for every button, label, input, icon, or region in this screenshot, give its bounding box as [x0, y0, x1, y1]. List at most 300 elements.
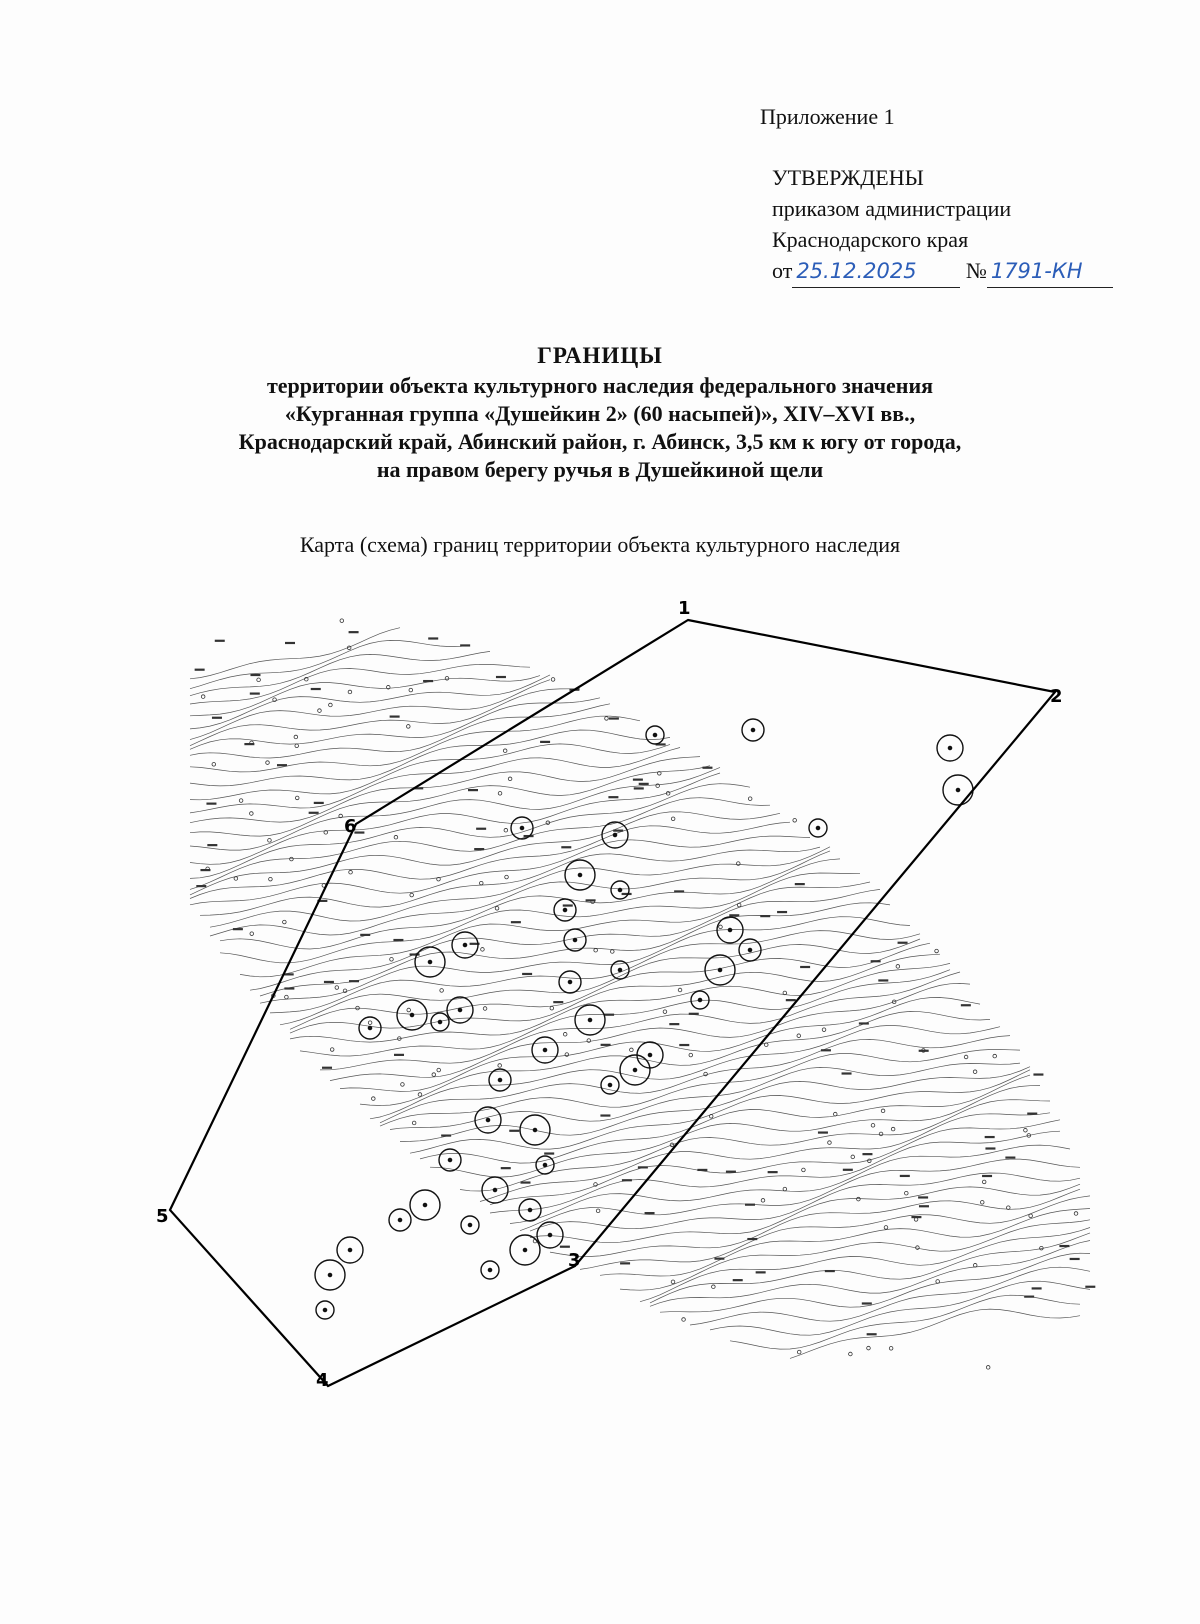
- survey-mark: [851, 1155, 855, 1159]
- survey-mark: [406, 725, 410, 729]
- mound-center: [728, 928, 731, 931]
- survey-mark: [432, 1073, 436, 1077]
- survey-mark: [244, 743, 254, 745]
- survey-mark: [867, 1346, 871, 1350]
- mound-center: [618, 968, 621, 971]
- survey-mark: [714, 1258, 724, 1260]
- survey-mark: [1059, 1245, 1069, 1247]
- survey-mark: [498, 792, 502, 796]
- mound-center: [348, 1248, 351, 1251]
- survey-mark: [712, 1285, 716, 1289]
- survey-mark: [973, 1263, 977, 1267]
- survey-mark: [330, 1048, 334, 1052]
- survey-mark: [335, 986, 339, 990]
- survey-mark: [394, 1054, 404, 1056]
- survey-mark: [250, 932, 254, 936]
- kurgan-mounds: [315, 719, 973, 1319]
- mound-center: [608, 1083, 611, 1086]
- survey-mark: [993, 1054, 997, 1058]
- survey-mark: [982, 1175, 992, 1177]
- survey-mark: [633, 779, 643, 781]
- survey-mark: [919, 1050, 929, 1052]
- survey-mark: [284, 973, 294, 975]
- mound-center: [698, 998, 701, 1001]
- approval-number: 1791-КН: [987, 256, 1113, 288]
- survey-mark: [410, 893, 414, 897]
- survey-mark: [745, 1204, 755, 1206]
- survey-mark: [349, 870, 353, 874]
- survey-mark: [207, 844, 217, 846]
- survey-mark: [904, 1191, 908, 1195]
- contour-line: [190, 676, 540, 716]
- survey-mark: [982, 1180, 986, 1184]
- survey-mark: [833, 1112, 837, 1116]
- boundary-point-1: 1: [678, 598, 691, 619]
- survey-mark: [544, 1152, 554, 1154]
- survey-mark: [509, 1130, 519, 1132]
- survey-mark: [935, 949, 939, 953]
- survey-mark: [250, 812, 254, 816]
- survey-mark: [825, 1270, 835, 1272]
- contour-line: [200, 847, 820, 915]
- survey-mark: [266, 761, 270, 765]
- contour-line: [290, 954, 940, 1033]
- survey-mark: [702, 767, 712, 769]
- survey-mark: [1024, 1296, 1034, 1298]
- survey-mark: [483, 1007, 487, 1011]
- survey-mark: [349, 980, 359, 982]
- contour-line: [640, 1228, 1090, 1302]
- contour-line: [190, 675, 550, 729]
- survey-mark: [669, 1023, 679, 1025]
- mound-center: [751, 728, 754, 731]
- terrain-contours: [190, 628, 1090, 1359]
- mound-center: [588, 1018, 591, 1021]
- survey-mark: [563, 1032, 567, 1036]
- survey-mark: [428, 637, 438, 639]
- mound-center: [548, 1233, 551, 1236]
- survey-mark: [610, 950, 614, 954]
- survey-mark: [842, 1072, 852, 1074]
- survey-mark: [368, 1021, 372, 1025]
- map-caption: Карта (схема) границ территории объекта культурного наследия: [299, 532, 901, 557]
- mound-center: [633, 1068, 636, 1071]
- mound-center: [486, 1118, 489, 1121]
- survey-mark: [283, 920, 287, 924]
- survey-mark: [849, 1352, 853, 1356]
- approval-date: 25.12.2025: [792, 256, 960, 288]
- survey-mark: [737, 903, 741, 907]
- survey-mark: [605, 717, 609, 721]
- survey-mark: [729, 914, 739, 916]
- territory-boundary: [170, 620, 1055, 1386]
- survey-mark: [511, 921, 521, 923]
- contour-line: [190, 812, 780, 895]
- survey-mark: [441, 1134, 451, 1136]
- survey-mark: [674, 890, 684, 892]
- survey-mark: [501, 1167, 511, 1169]
- survey-mark: [596, 1209, 600, 1213]
- survey-mark: [600, 1114, 610, 1116]
- survey-mark: [783, 991, 787, 995]
- survey-mark: [862, 1302, 872, 1304]
- contour-line: [650, 1241, 1090, 1307]
- boundary-point-5: 5: [156, 1206, 169, 1227]
- survey-mark: [206, 803, 216, 805]
- survey-mark: [476, 828, 486, 830]
- mound-center: [493, 1188, 496, 1191]
- survey-mark: [881, 1109, 885, 1113]
- mound-center: [468, 1223, 471, 1226]
- survey-mark: [201, 695, 205, 699]
- survey-mark: [936, 1280, 940, 1284]
- survey-mark: [401, 1083, 405, 1087]
- survey-mark: [645, 1212, 655, 1214]
- mound-center: [398, 1218, 401, 1221]
- mound-center: [653, 733, 656, 736]
- survey-mark: [709, 1114, 713, 1118]
- survey-mark: [360, 934, 370, 936]
- survey-mark: [871, 960, 881, 962]
- contour-line: [530, 1184, 1080, 1243]
- survey-mark: [309, 812, 319, 814]
- mound-center: [533, 1128, 536, 1131]
- survey-mark: [195, 669, 205, 671]
- survey-mark: [671, 1280, 675, 1284]
- survey-mark: [818, 1131, 828, 1133]
- survey-mark: [733, 1279, 743, 1281]
- mound-center: [613, 833, 616, 836]
- mound-center: [428, 960, 431, 963]
- survey-mark: [285, 642, 295, 644]
- survey-mark: [257, 678, 261, 682]
- survey-mark: [250, 692, 260, 694]
- survey-mark: [919, 1205, 929, 1207]
- mound-center: [528, 1208, 531, 1211]
- contour-line: [370, 1025, 1000, 1118]
- title-line-1: территории объекта культурного наследия федерального значения: [266, 373, 934, 398]
- survey-mark: [505, 875, 509, 879]
- survey-mark: [540, 741, 550, 743]
- survey-mark: [409, 688, 413, 692]
- survey-mark: [747, 1238, 757, 1240]
- contour-line: [650, 1233, 1090, 1303]
- survey-mark: [868, 1159, 872, 1163]
- contour-line: [490, 1120, 1060, 1205]
- boundary-point-labels: [156, 598, 1063, 1391]
- survey-mark: [884, 1226, 888, 1230]
- survey-mark: [797, 1350, 801, 1354]
- survey-mark: [474, 848, 484, 850]
- survey-mark: [613, 830, 623, 832]
- contour-line: [190, 651, 490, 695]
- survey-mark: [290, 857, 294, 861]
- contour-line: [400, 1067, 1030, 1142]
- survey-mark: [418, 1093, 422, 1097]
- boundary-point-6: 6: [344, 816, 357, 837]
- mound-center: [323, 1308, 326, 1311]
- survey-mark: [1070, 1258, 1080, 1260]
- survey-mark: [682, 1318, 686, 1322]
- contour-line: [190, 698, 600, 750]
- survey-mark: [393, 939, 403, 941]
- survey-mark: [797, 1034, 801, 1038]
- survey-mark: [460, 644, 470, 646]
- survey-mark: [891, 1127, 895, 1131]
- approval-block: [772, 162, 1113, 288]
- survey-mark: [268, 839, 272, 843]
- mound-center: [328, 1273, 331, 1276]
- survey-mark: [318, 709, 322, 713]
- mound-center: [543, 1163, 546, 1166]
- survey-mark: [764, 1043, 768, 1047]
- annex-label: Приложение 1: [760, 104, 895, 129]
- approval-line-2: приказом администрации: [772, 196, 1012, 221]
- survey-mark: [412, 1121, 416, 1125]
- survey-mark: [822, 1028, 826, 1032]
- survey-mark: [479, 881, 483, 885]
- survey-mark: [311, 688, 321, 690]
- survey-mark: [679, 1044, 689, 1046]
- survey-mark: [212, 763, 216, 767]
- survey-mark: [349, 631, 359, 633]
- contour-line: [190, 784, 750, 879]
- survey-mark: [440, 989, 444, 993]
- survey-mark: [508, 777, 512, 781]
- survey-mark: [1024, 1128, 1028, 1132]
- mound-center: [438, 1020, 441, 1023]
- contour-line: [790, 1309, 1080, 1358]
- mound-center: [748, 948, 751, 951]
- survey-mark: [793, 818, 797, 822]
- mound-center: [618, 888, 621, 891]
- survey-mark: [520, 1181, 530, 1183]
- survey-mark: [601, 1044, 611, 1046]
- mound-center: [448, 1158, 451, 1161]
- number-prefix: №: [965, 258, 987, 283]
- survey-mark: [608, 796, 618, 798]
- survey-mark: [340, 619, 344, 623]
- survey-mark: [1085, 1286, 1095, 1288]
- survey-mark: [843, 1169, 853, 1171]
- mound-center: [816, 826, 819, 829]
- survey-mark: [503, 749, 507, 753]
- survey-mark: [285, 995, 289, 999]
- survey-mark: [800, 966, 810, 968]
- boundary-point-4: 4: [316, 1370, 329, 1391]
- mound-center: [368, 1026, 371, 1029]
- survey-mark: [496, 676, 506, 678]
- survey-mark: [867, 1333, 877, 1335]
- survey-mark: [786, 999, 796, 1001]
- survey-mark: [233, 928, 243, 930]
- survey-mark: [294, 735, 298, 739]
- survey-mark: [295, 796, 299, 800]
- contour-line: [280, 939, 920, 1025]
- survey-mark: [234, 877, 238, 881]
- survey-mark: [560, 1246, 570, 1248]
- approval-line-3: Краснодарского края: [772, 227, 969, 252]
- approval-heading: УТВЕРЖДЕНЫ: [772, 165, 924, 190]
- survey-mark: [604, 1014, 614, 1016]
- contour-line: [390, 1063, 1020, 1129]
- contour-line: [340, 998, 980, 1092]
- document-title: [120, 342, 1080, 484]
- contour-line: [190, 680, 550, 740]
- mound-center: [423, 1203, 426, 1206]
- survey-mark: [277, 764, 287, 766]
- contour-line: [190, 704, 610, 758]
- survey-mark: [980, 1200, 984, 1204]
- survey-mark: [898, 942, 908, 944]
- contour-line: [620, 1220, 1090, 1290]
- survey-mark: [423, 680, 433, 682]
- date-prefix: от: [772, 258, 793, 283]
- survey-mark: [622, 1179, 632, 1181]
- survey-mark: [322, 1067, 332, 1069]
- survey-mark: [671, 817, 675, 821]
- survey-mark: [481, 948, 485, 952]
- survey-mark: [239, 799, 243, 803]
- survey-mark: [553, 1001, 563, 1003]
- mound-center: [523, 1248, 526, 1251]
- survey-mark: [638, 1166, 648, 1168]
- contour-line: [730, 1295, 1080, 1349]
- survey-mark: [468, 789, 478, 791]
- survey-mark: [726, 1171, 736, 1173]
- survey-mark: [761, 1199, 765, 1203]
- title-main: ГРАНИЦЫ: [537, 343, 663, 368]
- survey-mark: [394, 835, 398, 839]
- survey-mark: [622, 893, 632, 895]
- survey-mark: [663, 1010, 667, 1014]
- survey-mark: [390, 958, 394, 962]
- contour-line: [270, 931, 920, 1013]
- survey-mark: [1033, 1073, 1043, 1075]
- contour-line: [220, 859, 840, 949]
- survey-mark: [857, 1197, 861, 1201]
- survey-mark: [1027, 1113, 1037, 1115]
- survey-mark: [498, 1064, 502, 1068]
- survey-mark: [390, 715, 400, 717]
- title-line-4: на правом берегу ручья в Душейкиной щели: [376, 457, 824, 482]
- survey-mark: [678, 988, 682, 992]
- survey-mark: [828, 1141, 832, 1145]
- survey-mark: [634, 787, 644, 789]
- mound-center: [520, 826, 523, 829]
- mound-center: [648, 1053, 651, 1056]
- survey-mark: [879, 1132, 883, 1136]
- mound-center: [498, 1078, 501, 1081]
- mound-center: [578, 873, 581, 876]
- survey-mark: [565, 1053, 569, 1057]
- survey-mark: [504, 828, 508, 832]
- survey-mark: [802, 1168, 806, 1172]
- survey-mark: [986, 1366, 990, 1370]
- approval-date-line: [772, 255, 1113, 288]
- title-line-3: Краснодарский край, Абинский район, г. Абинск, 3,5 км к югу от города,: [238, 429, 962, 454]
- survey-mark: [550, 1006, 554, 1010]
- survey-mark: [756, 1271, 766, 1273]
- survey-mark: [407, 1008, 411, 1012]
- survey-mark: [697, 1169, 707, 1171]
- boundary-point-2: 2: [1050, 686, 1063, 707]
- survey-mark: [985, 1136, 995, 1138]
- survey-mark: [587, 1039, 591, 1043]
- survey-mark: [821, 1049, 831, 1051]
- survey-mark: [985, 1147, 995, 1149]
- mound-center: [573, 938, 576, 941]
- contour-line: [190, 628, 400, 679]
- survey-mark: [445, 677, 449, 681]
- survey-mark: [563, 904, 573, 906]
- contour-line: [290, 963, 950, 1042]
- survey-mark: [760, 915, 770, 917]
- survey-mark: [522, 973, 532, 975]
- survey-mark: [269, 877, 273, 881]
- mound-center: [410, 1013, 413, 1016]
- survey-mark: [561, 846, 571, 848]
- survey-mark: [620, 1262, 630, 1264]
- survey-mark: [609, 717, 619, 719]
- survey-mark: [777, 911, 787, 913]
- contour-line: [460, 1100, 1050, 1191]
- survey-mark: [795, 883, 805, 885]
- survey-mark: [1005, 1157, 1015, 1159]
- survey-mark: [964, 1055, 968, 1059]
- survey-mark: [295, 744, 299, 748]
- survey-mark: [329, 703, 333, 707]
- survey-mark: [783, 1187, 787, 1191]
- contour-line: [480, 1113, 1050, 1202]
- survey-mark: [961, 1004, 971, 1006]
- survey-mark: [284, 987, 294, 989]
- survey-mark: [630, 1048, 634, 1052]
- title-line-2: «Курганная группа «Душейкин 2» (60 насыпей)», XIV–XVI вв.,: [284, 401, 916, 426]
- mound-center: [543, 1048, 546, 1051]
- survey-mark: [889, 1347, 893, 1351]
- contour-line: [190, 664, 530, 704]
- survey-mark: [878, 979, 888, 981]
- survey-mark: [918, 1196, 928, 1198]
- mound-center: [718, 968, 721, 971]
- survey-mark: [215, 640, 225, 642]
- mound-center: [463, 943, 466, 946]
- survey-mark: [212, 717, 222, 719]
- survey-mark: [689, 1013, 699, 1015]
- survey-mark: [348, 690, 352, 694]
- mound-center: [488, 1268, 491, 1271]
- survey-mark: [736, 862, 740, 866]
- contour-line: [190, 757, 700, 823]
- survey-mark: [719, 925, 723, 929]
- survey-mark: [768, 1171, 778, 1173]
- mound-center: [563, 908, 566, 911]
- survey-mark: [372, 1097, 376, 1101]
- contour-line: [410, 1070, 1030, 1153]
- survey-mark: [862, 1153, 872, 1155]
- boundary-point-3: 3: [568, 1250, 581, 1271]
- survey-mark: [1074, 1212, 1078, 1216]
- survey-mark: [1029, 1214, 1033, 1218]
- mound-center: [956, 788, 959, 791]
- survey-mark: [495, 906, 499, 910]
- survey-mark: [900, 1175, 910, 1177]
- survey-mark: [896, 965, 900, 969]
- survey-mark: [250, 674, 260, 676]
- survey-mark: [973, 1070, 977, 1074]
- survey-mark: [196, 885, 206, 887]
